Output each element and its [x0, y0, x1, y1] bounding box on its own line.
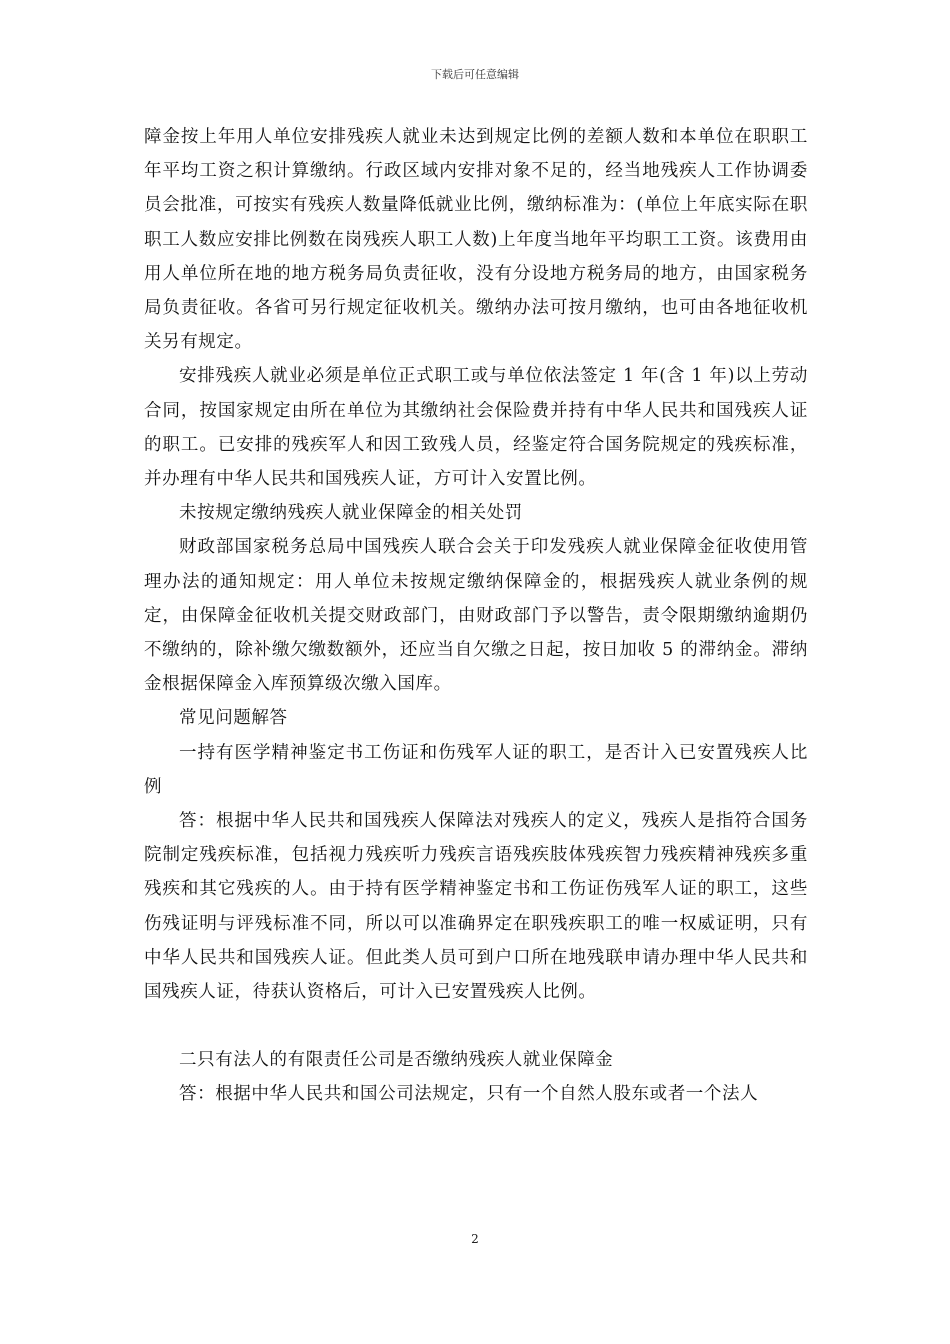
faq-answer-1: 答：根据中华人民共和国残疾人保障法对残疾人的定义，残疾人是指符合国务院制定残疾标准，包括视力残疾听力残疾言语残疾肢体残疾智力残疾精神残疾多重残疾和其它残疾的人。由于持有医学精神鉴定书和工伤证伤残军人证的职工，这些伤残证明与评残标准不同，所以可以准确界定在职残疾职工的唯一权威证明，只有中华人民共和国残疾人证。但此类人员可到户口所在地残联申请办理中华人民共和国残疾人证，待获认资格后，可计入已安置残疾人比例。 [144, 811, 808, 1003]
faq-question-2: 二只有法人的有限责任公司是否缴纳残疾人就业保障金 [179, 1050, 614, 1071]
section-heading-faq: 常见问题解答 [179, 708, 288, 729]
faq-question-1: 一持有医学精神鉴定书工伤证和伤残军人证的职工，是否计入已安置残疾人比例 [144, 742, 808, 797]
paragraph-contribution-calculation: 障金按上年用人单位安排残疾人就业未达到规定比例的差额人数和本单位在职职工年平均工资之积计算缴纳。行政区域内安排对象不足的，经当地残疾人工作协调委员会批准，可按实有残疾人数量降低就业比例，缴纳标准为：(单位上年底实际在职职工人数应安排比例数在岗残疾人职工人数)上年度当地年平均职工工资。该费用由用人单位所在地的地方税务局负责征收，没有分设地方税务局的地方，由国家税务局负责征收。各省可另行规定征收机关。缴纳办法可按月缴纳，也可由各地征收机关另有规定。 [144, 127, 808, 353]
page-header: 下载后可任意编辑 [431, 68, 519, 81]
page-number: 2 [471, 1232, 479, 1246]
paragraph-penalties: 财政部国家税务总局中国残疾人联合会关于印发残疾人就业保障金征收使用管理办法的通知规定：用人单位未按规定缴纳保障金的，根据残疾人就业条例的规定，由保障金征收机关提交财政部门，由财政部门予以警告，责令限期缴纳逾期仍不缴纳的，除补缴欠缴数额外，还应当自欠缴之日起，按日加收 5 的滞纳金。滞纳金根据保障金入库预算级次缴入国库。 [144, 537, 808, 695]
faq-answer-2: 答：根据中华人民共和国公司法规定，只有一个自然人股东或者一个法人 [179, 1084, 759, 1105]
document-body [144, 120, 808, 1112]
paragraph-employment-requirements: 安排残疾人就业必须是单位正式职工或与单位依法签定 1 年(含 1 年)以上劳动合同，按国家规定由所在单位为其缴纳社会保险费并持有中华人民共和国残疾人证的职工。已安排的残疾军人和因工致残人员，经鉴定符合国务院规定的残疾标准，并办理有中华人民共和国残疾人证，方可计入安置比例。 [144, 366, 808, 490]
section-heading-penalties: 未按规定缴纳残疾人就业保障金的相关处罚 [179, 503, 523, 524]
